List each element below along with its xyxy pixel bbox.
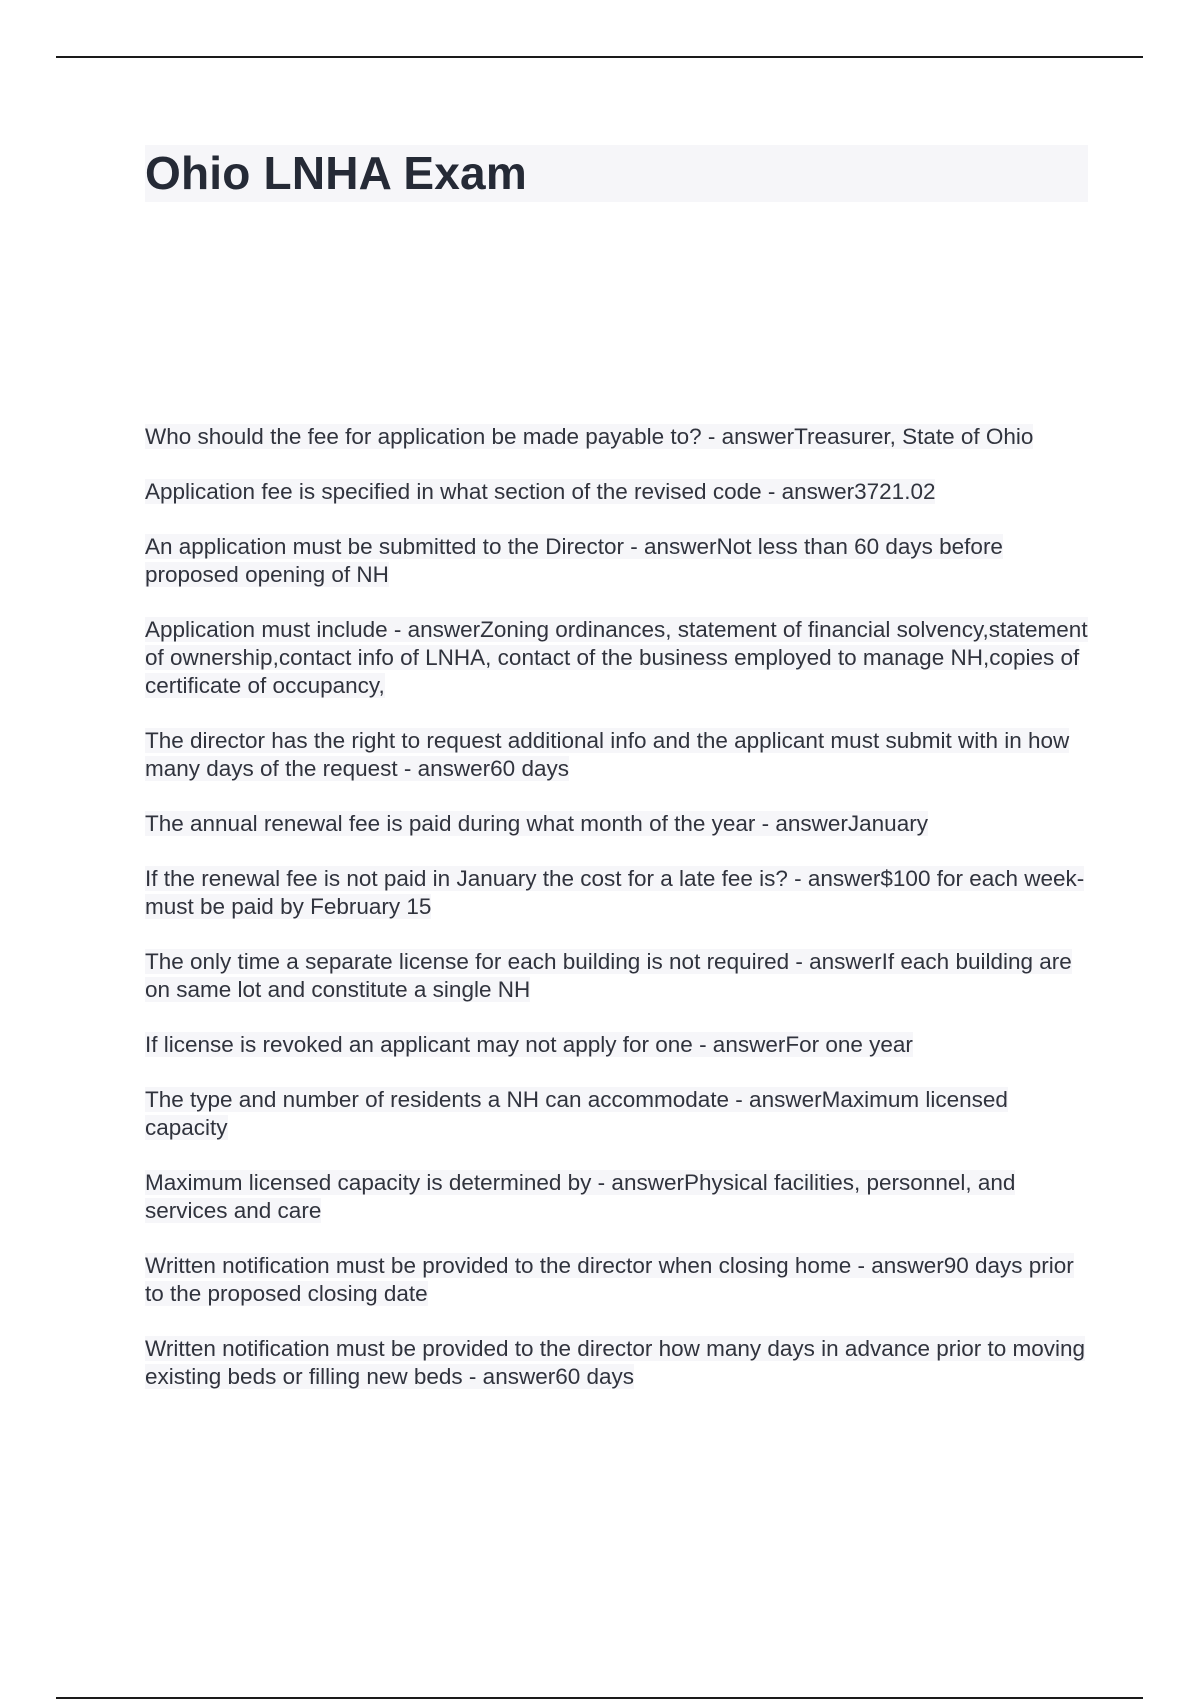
- qa-item: [145, 810, 1090, 838]
- qa-item: [145, 1086, 1090, 1142]
- qa-item: [145, 1335, 1090, 1391]
- qa-item: [145, 1169, 1090, 1225]
- qa-item: [145, 478, 1090, 506]
- qa-text: The type and number of residents a NH can accommodate - answerMaximum licensed capacity: [145, 1087, 1008, 1140]
- qa-text: The only time a separate license for each building is not required - answerIf each building are on same lot and constitute a single NH: [145, 949, 1072, 1002]
- qa-text: If the renewal fee is not paid in January the cost for a late fee is? - answer$100 for each week- must be paid by February 15: [145, 866, 1085, 919]
- page-title: Ohio LNHA Exam: [145, 147, 527, 199]
- qa-item: [145, 423, 1090, 451]
- qa-text: Maximum licensed capacity is determined by - answerPhysical facilities, personnel, and services and care: [145, 1170, 1016, 1223]
- header-rule: [56, 56, 1143, 58]
- qa-item: [145, 1252, 1090, 1308]
- qa-text: The director has the right to request additional info and the applicant must submit with in how many days of the request - answer60 days: [145, 728, 1070, 781]
- qa-text: The annual renewal fee is paid during what month of the year - answerJanuary: [145, 811, 928, 836]
- footer-rule: [56, 1697, 1143, 1699]
- qa-list: [145, 423, 1090, 1418]
- qa-item: [145, 533, 1090, 589]
- qa-text: If license is revoked an applicant may not apply for one - answerFor one year: [145, 1032, 913, 1057]
- qa-text: Written notification must be provided to the director how many days in advance prior to moving existing beds or filling new beds - answer60 days: [145, 1336, 1086, 1389]
- qa-text: Written notification must be provided to the director when closing home - answer90 days prior to the proposed closing date: [145, 1253, 1074, 1306]
- qa-item: [145, 1031, 1090, 1059]
- qa-text: An application must be submitted to the Director - answerNot less than 60 days before proposed opening of NH: [145, 534, 1003, 587]
- qa-text: Who should the fee for application be made payable to? - answerTreasurer, State of Ohio: [145, 424, 1034, 449]
- qa-item: [145, 616, 1090, 700]
- qa-item: [145, 727, 1090, 783]
- qa-text: Application fee is specified in what section of the revised code - answer3721.02: [145, 479, 936, 504]
- qa-text: Application must include - answerZoning ordinances, statement of financial solvency,statement of ownership,contact info of LNHA, contact of the business employed to manage NH,copies of certificate of occupancy,: [145, 617, 1088, 698]
- qa-item: [145, 948, 1090, 1004]
- qa-item: [145, 865, 1090, 921]
